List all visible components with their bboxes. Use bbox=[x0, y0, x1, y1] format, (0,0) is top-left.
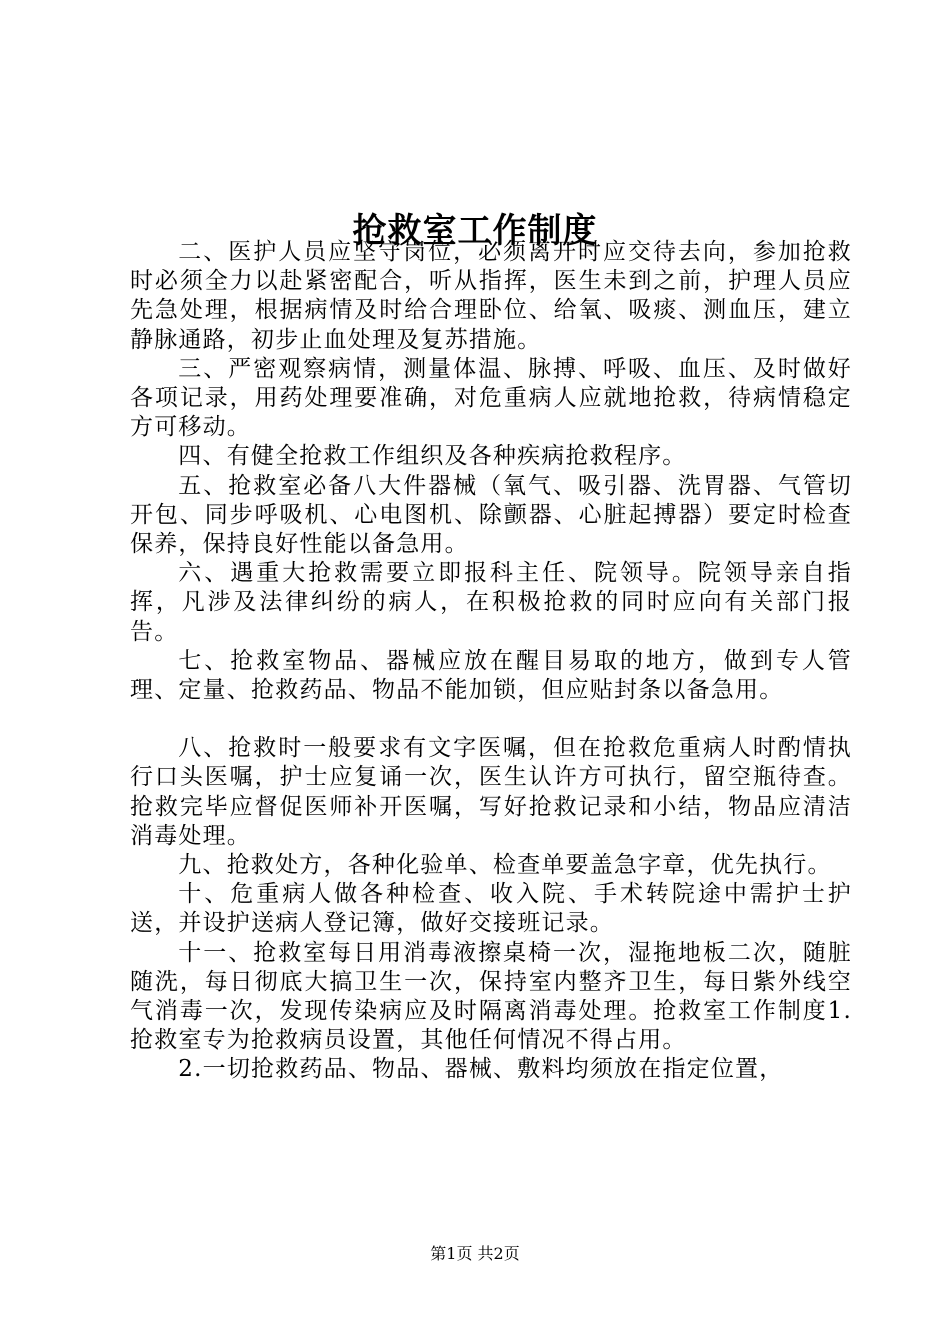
paragraph-4: 四、有健全抢救工作组织及各种疾病抢救程序。 bbox=[178, 443, 687, 470]
paragraph-rule-2: 2.一切抢救药品、物品、器械、敷料均须放在指定位置， bbox=[178, 1056, 784, 1083]
paragraph-6: 六、遇重大抢救需要立即报科主任、院领导。院领导亲自指挥，凡涉及法律纠纷的病人，在积极抢救的同时应向有关部门报告。 bbox=[130, 560, 852, 645]
paragraph-8: 八、抢救时一般要求有文字医嘱，但在抢救危重病人时酌情执行口头医嘱，护士应复诵一次，医生认许方可执行，留空瓶待查。抢救完毕应督促医师补开医嘱，写好抢救记录和小结，物品应清洁消毒处理。 bbox=[130, 735, 852, 849]
paragraph-3: 三、严密观察病情，测量体温、脉搏、呼吸、血压、及时做好各项记录，用药处理要准确，对危重病人应就地抢救，待病情稳定方可移动。 bbox=[130, 355, 852, 441]
paragraph-7: 七、抢救室物品、器械应放在醒目易取的地方，做到专人管理、定量、抢救药品、物品不能加锁，但应贴封条以备急用。 bbox=[130, 647, 852, 704]
paragraph-9: 九、抢救处方，各种化验单、检查单要盖急字章，优先执行。 bbox=[178, 852, 832, 879]
paragraph-11: 十一、抢救室每日用消毒液擦桌椅一次，湿拖地板二次，随脏随洗，每日彻底大搞卫生一次，保持室内整齐卫生，每日紫外线空气消毒一次，发现传染病应及时隔离消毒处理。抢救室工作制度1.抢救室专为抢救病员设置，其他任何情况不得占用。 bbox=[130, 939, 852, 1054]
page-footer: 第1页 共2页 bbox=[430, 1244, 520, 1263]
document-title: 抢救室工作制度 bbox=[352, 210, 598, 251]
paragraph-10: 十、危重病人做各种检查、收入院、手术转院途中需护士护送，并设护送病人登记簿，做好交接班记录。 bbox=[130, 881, 852, 937]
paragraph-5: 五、抢救室必备八大件器械（氧气、吸引器、洗胃器、气管切开包、同步呼吸机、心电图机、除颤器、心脏起搏器）要定时检查保养，保持良好性能以备急用。 bbox=[130, 472, 852, 558]
document-body bbox=[130, 238, 852, 1085]
paragraph-2: 二、医护人员应坚守岗位，必须离开时应交待去向，参加抢救时必须全力以赴紧密配合，听从指挥，医生未到之前，护理人员应先急处理，根据病情及时给合理卧位、给氧、吸痰、测血压，建立静脉通路，初步止血处理及复苏措施。 bbox=[130, 239, 852, 353]
